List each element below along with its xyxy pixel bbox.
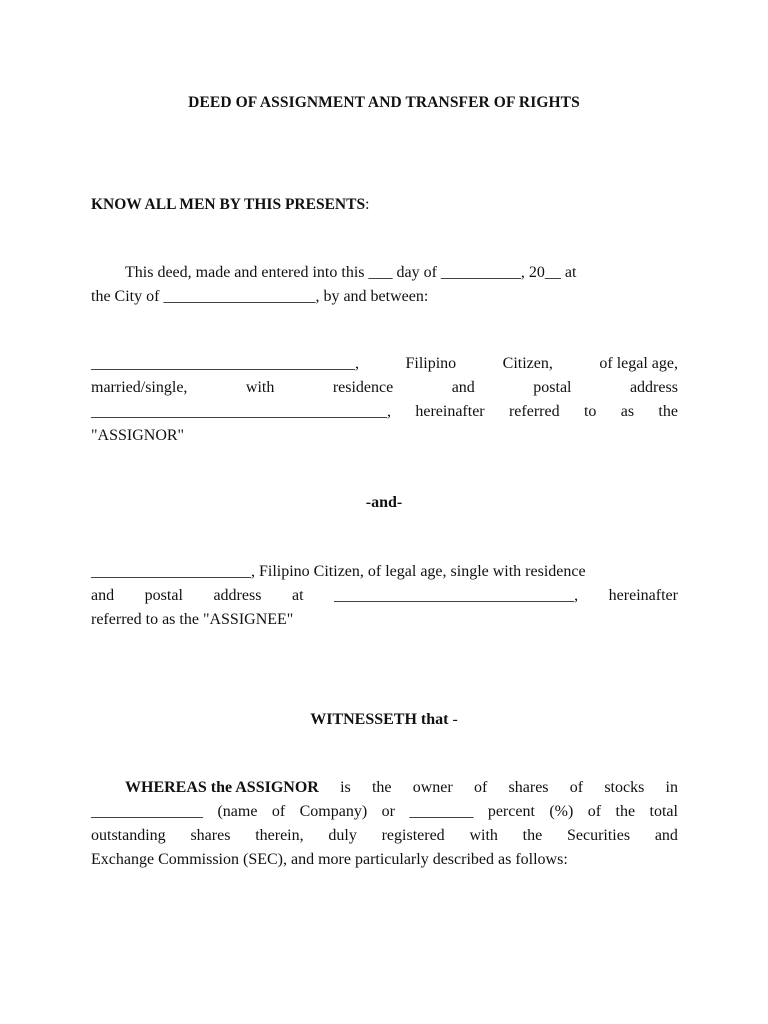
whereas-word: total: [649, 803, 678, 820]
assignee-label: referred to as the "ASSIGNEE": [91, 611, 294, 628]
whereas-word: or: [381, 803, 395, 820]
witnesseth-text: WITNESSETH that: [310, 711, 449, 728]
assignor-line-3: [91, 400, 678, 424]
assignee-word: ______________________________,: [334, 587, 579, 604]
whereas-word: the: [522, 827, 543, 844]
whereas-word: of: [569, 779, 584, 796]
document-title: DEED OF ASSIGNMENT AND TRANSFER OF RIGHTS: [188, 94, 580, 111]
whereas-word: duly: [328, 827, 357, 844]
whereas-word: the: [371, 779, 392, 796]
whereas-word: ________: [409, 803, 474, 820]
whereas-word: owner: [412, 779, 453, 796]
assignor-word: the: [658, 403, 678, 420]
and-separator: [0, 494, 768, 512]
assignee-word: address: [213, 587, 262, 604]
whereas-word: of: [587, 803, 602, 820]
whereas-paragraph: [91, 776, 678, 872]
assignee-word: and: [91, 587, 115, 604]
assignor-word: Filipino: [405, 355, 457, 372]
intro-line-2: the City of ___________________, by and between:: [91, 288, 429, 305]
opening-heading-colon: :: [365, 196, 370, 213]
assignor-word: residence: [332, 379, 394, 396]
assignor-word: _____________________________________,: [91, 403, 391, 420]
whereas-word: with: [469, 827, 498, 844]
assignor-word: and: [451, 379, 475, 396]
whereas-word: registered: [381, 827, 445, 844]
whereas-line-1: [91, 776, 678, 800]
whereas-word: outstanding: [91, 827, 166, 844]
whereas-line-4: Exchange Commission (SEC), and more particularly described as follows:: [91, 851, 568, 868]
assignor-word: _________________________________,: [91, 355, 359, 372]
whereas-word: shares: [508, 779, 549, 796]
whereas-word: percent: [487, 803, 535, 820]
whereas-word: therein,: [255, 827, 304, 844]
whereas-word: Company): [299, 803, 368, 820]
assignee-word: hereinafter: [608, 587, 678, 604]
whereas-word: is: [340, 779, 351, 796]
whereas-word: and: [654, 827, 678, 844]
assignor-word: address: [629, 379, 678, 396]
whereas-word: in: [665, 779, 678, 796]
assignor-word: postal: [533, 379, 572, 396]
intro-line-1: This deed, made and entered into this ___ day of __________, 20__ at: [125, 264, 577, 281]
assignor-word: married/single,: [91, 379, 188, 396]
assignor-word: as: [620, 403, 635, 420]
assignor-paragraph: [91, 352, 678, 448]
whereas-word: shares: [190, 827, 231, 844]
whereas-word: of: [473, 779, 488, 796]
witnesseth-dash: -: [448, 711, 458, 728]
assignee-line-1: ____________________, Filipino Citizen, of legal age, single with residence: [91, 563, 586, 580]
whereas-word: the: [615, 803, 636, 820]
assignor-word: of legal age,: [599, 355, 678, 372]
assignor-word: to: [583, 403, 597, 420]
assignor-word: with: [245, 379, 275, 396]
intro-paragraph: [91, 261, 678, 309]
and-separator-text: -and-: [365, 494, 403, 511]
whereas-word: stocks: [604, 779, 645, 796]
whereas-line-2: [91, 800, 678, 824]
assignor-word: referred: [508, 403, 560, 420]
assignee-word: postal: [144, 587, 183, 604]
assignee-paragraph: [91, 560, 678, 632]
whereas-word: ______________: [91, 803, 203, 820]
assignee-line-2: [91, 584, 678, 608]
witnesseth-heading: [0, 711, 768, 729]
opening-heading: [91, 196, 369, 214]
assignor-label: "ASSIGNOR": [91, 427, 185, 444]
whereas-word: (%): [549, 803, 574, 820]
whereas-word: of: [271, 803, 286, 820]
whereas-assignor-bold: WHEREAS the ASSIGNOR: [125, 779, 319, 796]
assignor-line-1: [91, 352, 678, 376]
whereas-line-3: [91, 824, 678, 848]
opening-heading-text: KNOW ALL MEN BY THIS PRESENTS: [91, 196, 366, 213]
whereas-word: Securities: [566, 827, 631, 844]
whereas-word: (name: [217, 803, 258, 820]
assignor-word: Citizen,: [502, 355, 553, 372]
assignor-word: hereinafter: [415, 403, 485, 420]
assignor-line-2: [91, 376, 678, 400]
assignee-word: at: [292, 587, 304, 604]
